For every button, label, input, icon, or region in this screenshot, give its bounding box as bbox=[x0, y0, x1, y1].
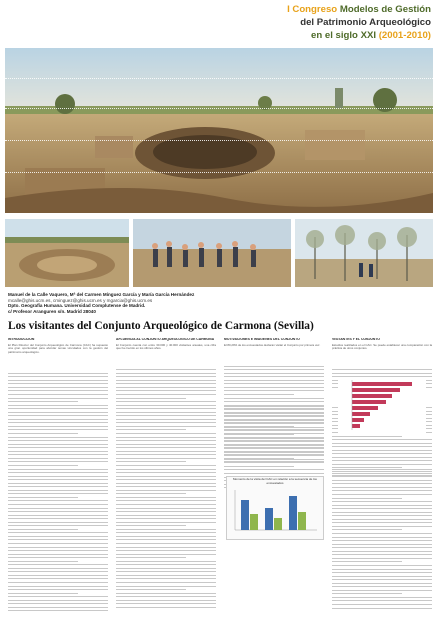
text-line bbox=[8, 532, 108, 533]
text-line bbox=[332, 508, 432, 509]
text-line bbox=[332, 505, 432, 506]
text-line bbox=[116, 486, 216, 487]
text-line bbox=[116, 383, 216, 384]
text-line bbox=[8, 408, 108, 409]
text-line bbox=[8, 547, 108, 548]
author-names: Manuel de la Calle Vaquero, Mª del Carmen Mínguez García y María García Hernández bbox=[8, 292, 195, 297]
text-line bbox=[8, 561, 78, 562]
text-line bbox=[116, 426, 216, 427]
text-line bbox=[8, 593, 78, 594]
text-line bbox=[224, 387, 324, 388]
text-line bbox=[116, 515, 216, 516]
text-line bbox=[116, 465, 216, 466]
text-line bbox=[224, 466, 294, 467]
column-heading: AFLUENCIA AL CONJUNTO ARQUEOLÓGICO DE CARMONA bbox=[116, 338, 215, 341]
text-line bbox=[8, 497, 78, 498]
text-line bbox=[8, 522, 108, 523]
text-line bbox=[224, 383, 324, 384]
text-line bbox=[8, 437, 108, 438]
text-line bbox=[332, 501, 432, 502]
text-line bbox=[8, 504, 108, 505]
text-line bbox=[8, 600, 108, 601]
text-line bbox=[332, 579, 432, 580]
text-line bbox=[116, 554, 216, 555]
text-line bbox=[116, 586, 216, 587]
text-line bbox=[116, 536, 216, 537]
text-line bbox=[332, 533, 432, 534]
text-line bbox=[8, 536, 108, 537]
text-line bbox=[224, 430, 324, 431]
text-line bbox=[116, 547, 216, 548]
text-line bbox=[116, 412, 216, 413]
text-line bbox=[332, 551, 432, 552]
text-line bbox=[116, 408, 216, 409]
text-line bbox=[116, 454, 216, 455]
text-line bbox=[332, 540, 432, 541]
text-line bbox=[116, 440, 216, 441]
text-line bbox=[116, 461, 186, 462]
header-century: en el siglo XXI bbox=[311, 30, 377, 41]
text-line bbox=[224, 420, 324, 421]
text-line bbox=[332, 569, 432, 570]
bar-chart-visit-moment bbox=[226, 476, 324, 540]
header-line-1 bbox=[287, 4, 431, 16]
text-line bbox=[224, 459, 324, 460]
text-line bbox=[8, 589, 108, 590]
text-line bbox=[332, 608, 432, 609]
text-line bbox=[8, 564, 108, 565]
text-line bbox=[8, 511, 108, 512]
text-line bbox=[332, 453, 432, 454]
text-line bbox=[8, 500, 108, 501]
text-line bbox=[116, 458, 216, 459]
text-line bbox=[8, 571, 108, 572]
text-line bbox=[8, 476, 108, 477]
text-line bbox=[8, 419, 108, 420]
text-line bbox=[8, 447, 108, 448]
trees-image bbox=[295, 219, 433, 287]
poster-title: Los visitantes del Conjunto Arqueológico de Carmona (Sevilla) bbox=[8, 320, 314, 332]
text-line bbox=[116, 596, 216, 597]
text-line bbox=[224, 416, 324, 417]
text-line bbox=[116, 525, 186, 526]
column-introduction bbox=[8, 338, 108, 612]
text-line bbox=[8, 373, 108, 374]
text-line bbox=[332, 469, 432, 470]
column-heading: MOTIVACIONES E IMÁGENES DEL CONJUNTO bbox=[224, 338, 300, 341]
text-line bbox=[332, 597, 432, 598]
text-line bbox=[8, 610, 108, 611]
text-line bbox=[224, 423, 324, 424]
text-line bbox=[8, 412, 108, 413]
text-line bbox=[8, 550, 108, 551]
text-line bbox=[224, 413, 324, 414]
text-line bbox=[8, 440, 108, 441]
chart-bars bbox=[227, 486, 321, 536]
text-line bbox=[8, 472, 108, 473]
text-line bbox=[8, 458, 108, 459]
text-line bbox=[116, 504, 216, 505]
text-line bbox=[8, 554, 108, 555]
text-line bbox=[8, 433, 78, 434]
text-line bbox=[332, 460, 432, 461]
text-line bbox=[116, 575, 216, 576]
text-line bbox=[116, 607, 216, 608]
author-address: c/ Profesor Aranguren s/n. Madrid 28040 bbox=[8, 308, 96, 314]
text-line bbox=[116, 447, 216, 448]
text-line bbox=[116, 422, 216, 423]
text-line bbox=[332, 547, 432, 548]
text-line bbox=[8, 376, 108, 377]
text-line bbox=[8, 454, 108, 455]
text-line bbox=[332, 464, 432, 465]
text-line bbox=[224, 366, 324, 367]
text-line bbox=[8, 415, 108, 416]
text-line bbox=[8, 387, 108, 388]
text-line bbox=[224, 409, 324, 410]
text-line bbox=[116, 476, 216, 477]
text-line bbox=[8, 444, 108, 445]
text-line bbox=[8, 493, 108, 494]
amphitheatre-image bbox=[5, 219, 129, 287]
text-line bbox=[8, 543, 108, 544]
text-line bbox=[8, 490, 108, 491]
text-line bbox=[224, 441, 324, 442]
text-line bbox=[224, 376, 324, 377]
body-columns bbox=[8, 338, 432, 612]
text-line bbox=[224, 438, 324, 439]
text-line bbox=[332, 515, 432, 516]
text-line bbox=[8, 582, 108, 583]
text-line bbox=[116, 568, 216, 569]
text-line bbox=[8, 390, 108, 391]
photo-amphitheatre bbox=[5, 219, 129, 287]
visitors-image bbox=[133, 219, 291, 287]
text-line bbox=[332, 519, 432, 520]
text-line bbox=[116, 490, 216, 491]
text-line bbox=[332, 490, 432, 491]
text-line bbox=[116, 589, 186, 590]
author-emails[interactable]: mcalle@ghis.ucm.es, cminguez@ghis.ucm.es y mgarcia@ghis.ucm.es bbox=[8, 297, 153, 303]
text-line bbox=[116, 373, 216, 374]
text-line bbox=[332, 565, 432, 566]
text-line bbox=[224, 401, 324, 402]
text-line bbox=[332, 558, 432, 559]
text-line bbox=[332, 576, 432, 577]
text-line bbox=[332, 537, 432, 538]
text-line bbox=[224, 369, 324, 370]
text-line bbox=[116, 376, 216, 377]
text-line bbox=[332, 476, 432, 477]
text-line bbox=[8, 607, 108, 608]
text-line bbox=[332, 529, 402, 530]
text-line bbox=[116, 600, 216, 601]
text-line bbox=[332, 457, 432, 458]
text-line bbox=[224, 380, 324, 381]
congress-title: Modelos de Gestión bbox=[339, 4, 431, 15]
text-line bbox=[8, 422, 108, 423]
text-line bbox=[332, 600, 432, 601]
photo-landscape bbox=[5, 48, 433, 213]
column-text: El Plan Director del Conjunto Arqueológico de Carmona (CAC) ha supuesto una gran oportunidad para abordar temas vinculados con la gestión del patrimonio arqueológico. bbox=[8, 342, 108, 354]
text-line bbox=[8, 405, 108, 406]
text-line bbox=[8, 539, 108, 540]
header-line-2: del Patrimonio Arqueológico bbox=[300, 17, 431, 28]
text-line bbox=[332, 590, 432, 591]
column-motivaciones bbox=[224, 338, 324, 612]
text-line bbox=[8, 557, 108, 558]
origin-bars bbox=[338, 378, 426, 436]
author-dept: Dpto. Geografía Humana. Universidad Complutense de Madrid. bbox=[8, 303, 146, 309]
text-line bbox=[8, 518, 108, 519]
text-line bbox=[224, 373, 324, 374]
text-line bbox=[116, 419, 216, 420]
text-line bbox=[116, 451, 216, 452]
photo-visitors bbox=[133, 219, 291, 287]
text-line bbox=[8, 461, 108, 462]
text-line bbox=[8, 465, 78, 466]
text-line bbox=[8, 486, 108, 487]
header-years: (2001-2010) bbox=[378, 30, 431, 41]
text-line bbox=[116, 593, 216, 594]
text-line bbox=[116, 557, 186, 558]
text-line bbox=[332, 473, 432, 474]
text-line bbox=[116, 508, 216, 509]
text-line bbox=[116, 529, 216, 530]
text-line bbox=[116, 483, 216, 484]
text-line bbox=[332, 561, 402, 562]
text-line bbox=[332, 586, 432, 587]
text-line bbox=[8, 529, 78, 530]
text-line bbox=[332, 480, 432, 481]
text-line bbox=[116, 582, 216, 583]
column-afluencia bbox=[116, 338, 216, 612]
landscape-image bbox=[5, 48, 433, 213]
photo-trees bbox=[295, 219, 433, 287]
text-line bbox=[8, 383, 108, 384]
text-line bbox=[332, 439, 432, 440]
text-line bbox=[224, 390, 324, 391]
text-line bbox=[116, 493, 186, 494]
text-line bbox=[332, 483, 432, 484]
text-line bbox=[116, 444, 216, 445]
text-line bbox=[332, 554, 432, 555]
text-line bbox=[224, 445, 324, 446]
text-line bbox=[332, 498, 402, 499]
text-line bbox=[332, 494, 432, 495]
text-line bbox=[116, 472, 216, 473]
text-line bbox=[8, 398, 108, 399]
text-line bbox=[8, 575, 108, 576]
text-line bbox=[224, 434, 294, 435]
text-line bbox=[332, 522, 432, 523]
text-line bbox=[332, 604, 432, 605]
text-line bbox=[332, 487, 432, 488]
text-line bbox=[332, 369, 432, 370]
column-heading: INTRODUCCIÓN bbox=[8, 338, 35, 341]
text-line bbox=[116, 571, 216, 572]
text-line bbox=[224, 394, 294, 395]
text-line bbox=[116, 390, 216, 391]
text-line bbox=[8, 483, 108, 484]
text-line bbox=[116, 394, 216, 395]
text-line bbox=[8, 479, 108, 480]
text-line bbox=[8, 401, 78, 402]
text-line bbox=[116, 433, 216, 434]
text-line bbox=[8, 603, 108, 604]
text-line bbox=[332, 583, 432, 584]
text-line bbox=[224, 427, 324, 428]
header bbox=[0, 0, 439, 46]
column-text: El Conjunto cuenta con entre 30.000 y 40.000 visitantes anuales, una cifra que ha crecido en los últimos años. bbox=[116, 342, 216, 351]
text-line bbox=[116, 550, 216, 551]
text-line bbox=[116, 532, 216, 533]
text-line bbox=[116, 387, 216, 388]
text-line bbox=[8, 429, 108, 430]
text-line bbox=[332, 443, 432, 444]
congress-prefix: I Congreso bbox=[287, 4, 338, 15]
text-line bbox=[116, 511, 216, 512]
text-line bbox=[116, 518, 216, 519]
author-block bbox=[8, 292, 194, 314]
column-text: El 80,29% de los encuestados declaran visitar el Conjunto por primera vez. bbox=[224, 342, 321, 347]
text-line bbox=[8, 380, 108, 381]
text-line bbox=[116, 564, 216, 565]
text-line bbox=[8, 426, 108, 427]
text-line bbox=[332, 446, 432, 447]
text-line bbox=[116, 497, 216, 498]
text-line bbox=[224, 455, 324, 456]
text-line bbox=[116, 561, 216, 562]
text-line bbox=[332, 512, 432, 513]
text-line bbox=[116, 437, 216, 438]
text-line bbox=[116, 539, 216, 540]
text-line bbox=[8, 568, 108, 569]
chart-title: Momento de la visita del CAC en relación a la secuencia de los encuestados bbox=[233, 477, 317, 485]
column-text: Estudios realizados en el CAC. Se puede establecer una comparación con la práctica de otros conjuntos. bbox=[332, 342, 432, 351]
text-line bbox=[116, 500, 216, 501]
text-line bbox=[8, 394, 108, 395]
text-line bbox=[8, 508, 108, 509]
text-line bbox=[332, 544, 432, 545]
text-line bbox=[116, 398, 186, 399]
header-line-3 bbox=[311, 30, 431, 42]
text-line bbox=[332, 572, 432, 573]
column-heading: VISITANTES Y EL CONJUNTO bbox=[332, 338, 380, 341]
text-line bbox=[8, 596, 108, 597]
text-line bbox=[116, 380, 216, 381]
text-line bbox=[8, 586, 108, 587]
text-line bbox=[116, 415, 216, 416]
text-line bbox=[8, 451, 108, 452]
text-line bbox=[116, 543, 216, 544]
bar-chart-origin bbox=[338, 378, 426, 436]
text-line bbox=[116, 522, 216, 523]
text-line bbox=[8, 515, 108, 516]
text-line bbox=[332, 526, 432, 527]
text-line bbox=[116, 401, 216, 402]
text-line bbox=[224, 473, 324, 474]
text-line bbox=[224, 406, 324, 407]
text-line bbox=[224, 469, 324, 470]
text-line bbox=[224, 452, 324, 453]
text-line bbox=[116, 405, 216, 406]
text-line bbox=[116, 603, 216, 604]
text-line bbox=[116, 479, 216, 480]
text-line bbox=[8, 469, 108, 470]
text-line bbox=[116, 469, 216, 470]
text-line bbox=[116, 578, 216, 579]
text-line bbox=[8, 578, 108, 579]
text-line bbox=[116, 369, 216, 370]
text-line bbox=[224, 398, 324, 399]
text-line bbox=[332, 373, 432, 374]
text-line bbox=[116, 429, 186, 430]
text-line bbox=[8, 525, 108, 526]
text-line bbox=[224, 462, 324, 463]
text-line bbox=[224, 448, 324, 449]
text-line bbox=[332, 450, 432, 451]
text-line bbox=[332, 593, 402, 594]
